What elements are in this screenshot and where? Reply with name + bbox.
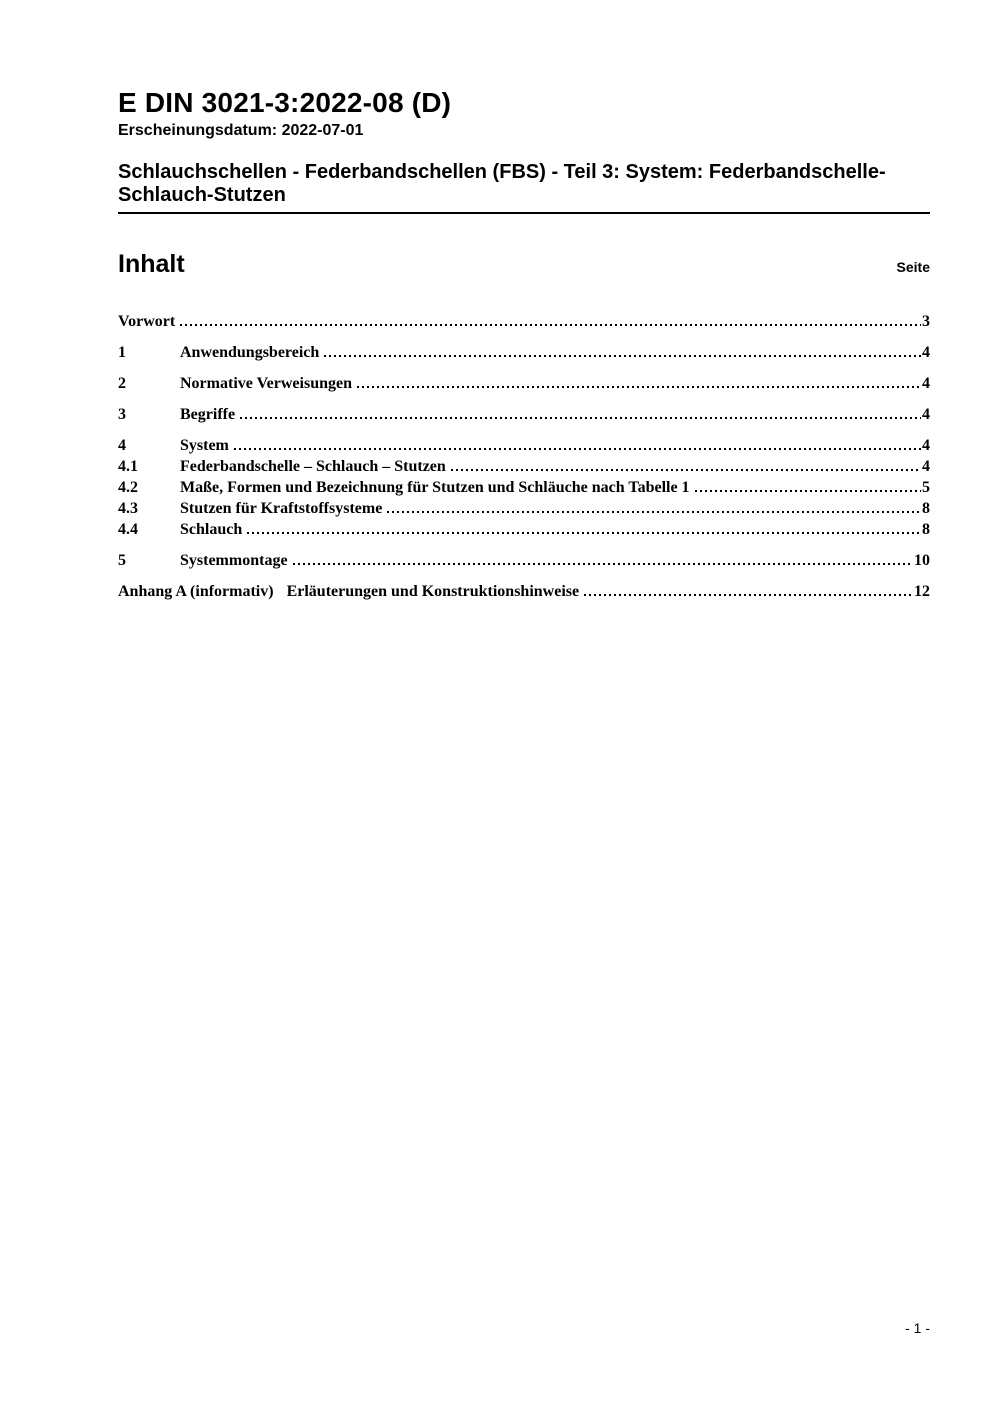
toc-entry-label: Begriffe bbox=[180, 406, 236, 424]
toc-row-4-1[interactable] bbox=[118, 456, 930, 477]
toc-entry-label: Vorwort bbox=[118, 313, 176, 331]
toc-entry-number: 4.4 bbox=[118, 521, 138, 539]
toc-entry-page: 4 bbox=[922, 344, 930, 362]
document-subject-heading: Schlauchschellen - Federbandschellen (FBS) - Teil 3: System: Federbandschelle-Schlauch-Stutzen bbox=[118, 161, 930, 214]
toc-entry-label: Systemmontage bbox=[180, 552, 288, 570]
toc-entry-label: Schlauch bbox=[180, 521, 243, 539]
toc-entry-number: 3 bbox=[118, 406, 126, 424]
toc-entry-page: 10 bbox=[914, 552, 930, 570]
toc-row-anhang-a[interactable] bbox=[118, 581, 930, 602]
toc-title: Inhalt bbox=[118, 250, 185, 279]
toc-entry-page: 8 bbox=[922, 521, 930, 539]
toc-entry-page: 4 bbox=[922, 437, 930, 455]
toc-entry-page: 8 bbox=[922, 500, 930, 518]
toc-entry-number: 2 bbox=[118, 375, 126, 393]
toc-page-column-label: Seite bbox=[896, 259, 930, 276]
toc-entry-number: 4.1 bbox=[118, 458, 138, 476]
toc-leader-dots bbox=[387, 511, 921, 513]
toc-row-4[interactable] bbox=[118, 435, 930, 456]
toc-entry-label: Maße, Formen und Bezeichnung für Stutzen und Schläuche nach Tabelle 1 bbox=[180, 479, 690, 497]
page-content bbox=[118, 0, 930, 602]
toc-row-3[interactable] bbox=[118, 404, 930, 425]
toc-row-1[interactable] bbox=[118, 342, 930, 363]
toc-row-4-2[interactable] bbox=[118, 477, 930, 498]
toc-entry-page: 3 bbox=[922, 313, 930, 331]
toc-row-2[interactable] bbox=[118, 373, 930, 394]
toc-entry-page: 4 bbox=[922, 406, 930, 424]
publication-date: Erscheinungsdatum: 2022-07-01 bbox=[118, 122, 364, 140]
toc-leader-dots bbox=[293, 563, 913, 565]
toc-entry-label: Erläuterungen und Konstruktionshinweise bbox=[286, 583, 580, 601]
toc-row-vorwort[interactable] bbox=[118, 311, 930, 332]
toc-entry-number: 5 bbox=[118, 552, 126, 570]
toc-leader-dots bbox=[695, 490, 921, 492]
toc-entry-number: 4.2 bbox=[118, 479, 138, 497]
toc-entry-label: Normative Verweisungen bbox=[180, 375, 352, 393]
toc-entry-page: 4 bbox=[922, 458, 930, 476]
toc-entry-number: Anhang A (informativ) bbox=[118, 583, 274, 601]
toc-leader-dots bbox=[234, 448, 921, 450]
document-title: E DIN 3021-3:2022-08 (D) bbox=[118, 87, 452, 118]
toc-header bbox=[118, 250, 930, 279]
toc-leader-dots bbox=[247, 532, 921, 534]
toc-leader-dots bbox=[451, 469, 921, 471]
toc-entry-label: Anwendungsbereich bbox=[180, 344, 320, 362]
toc-entry-page: 4 bbox=[922, 375, 930, 393]
toc-entry-number: 4.3 bbox=[118, 500, 138, 518]
toc-entry-label: Federbandschelle – Schlauch – Stutzen bbox=[180, 458, 446, 476]
toc-entry-number: 1 bbox=[118, 344, 126, 362]
toc-entry-label: System bbox=[180, 437, 229, 455]
toc-row-5[interactable] bbox=[118, 550, 930, 571]
toc-leader-dots bbox=[180, 324, 921, 326]
page-number: - 1 - bbox=[905, 1320, 930, 1336]
toc-leader-dots bbox=[240, 417, 921, 419]
toc-leader-dots bbox=[584, 594, 913, 596]
toc-entry-number: 4 bbox=[118, 437, 126, 455]
toc-leader-dots bbox=[357, 386, 921, 388]
page-footer bbox=[118, 1320, 930, 1336]
toc-entry-page: 5 bbox=[922, 479, 930, 497]
toc-row-4-3[interactable] bbox=[118, 498, 930, 519]
toc-row-4-4[interactable] bbox=[118, 519, 930, 540]
table-of-contents bbox=[118, 311, 930, 602]
toc-leader-dots bbox=[324, 355, 921, 357]
toc-entry-page: 12 bbox=[914, 583, 930, 601]
toc-entry-label: Stutzen für Kraftstoffsysteme bbox=[180, 500, 383, 518]
